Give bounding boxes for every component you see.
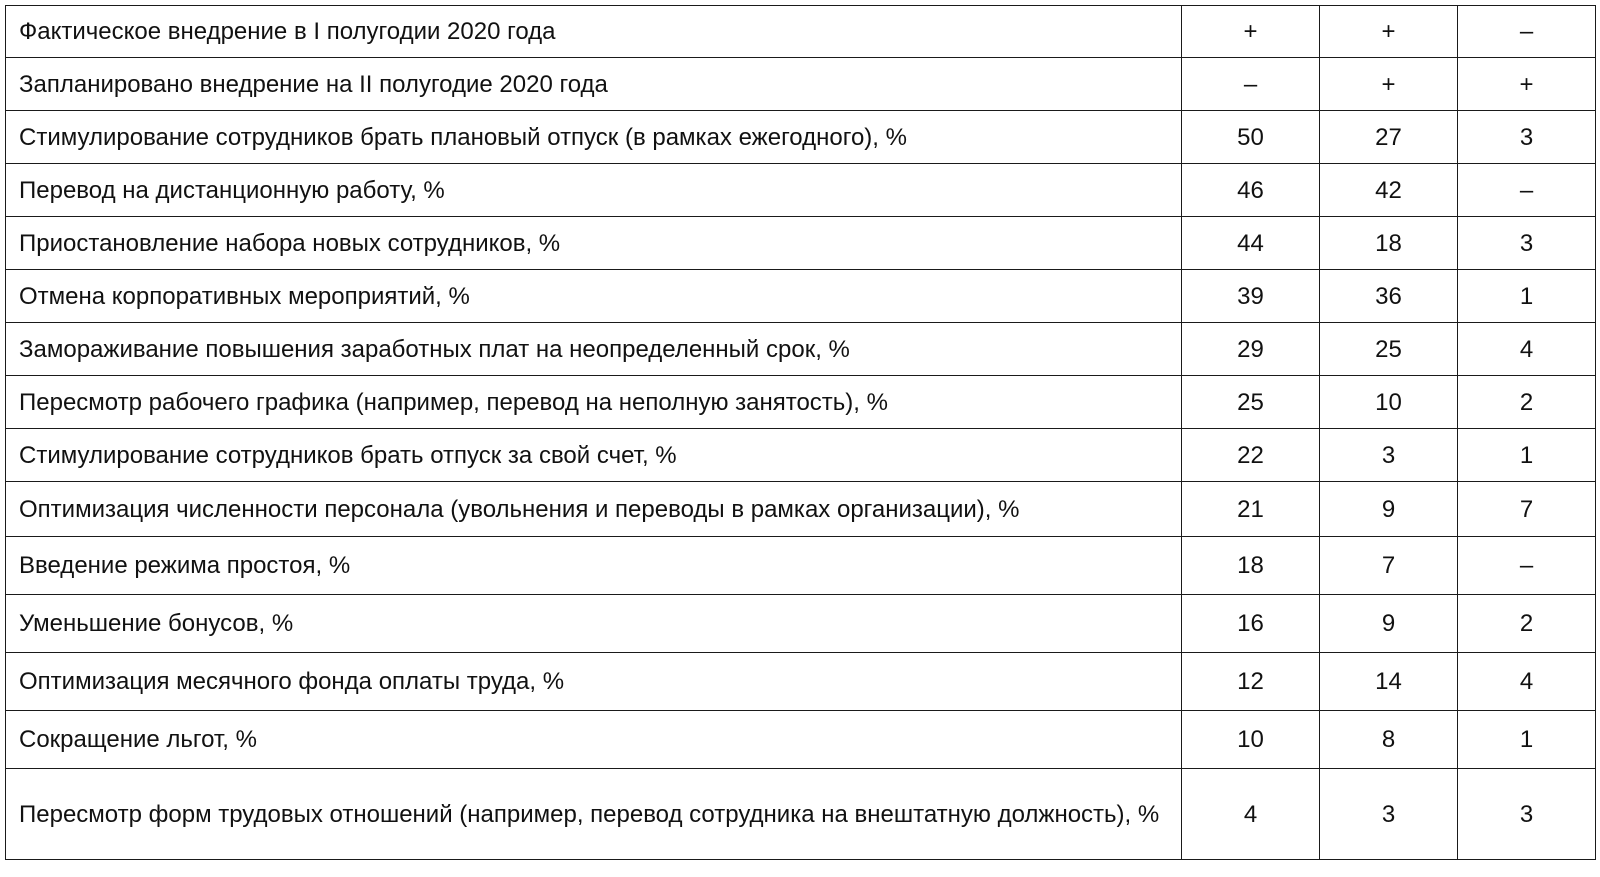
value-cell-1: + — [1182, 6, 1320, 58]
row-label: Пересмотр рабочего графика (например, перевод на неполную занятость), % — [6, 376, 1182, 429]
row-label: Уменьшение бонусов, % — [6, 595, 1182, 653]
row-label: Оптимизация численности персонала (увольнения и переводы в рамках организации), % — [6, 482, 1182, 537]
value-cell-1: 29 — [1182, 323, 1320, 376]
value-cell-3: 1 — [1458, 270, 1596, 323]
value-cell-2: 14 — [1320, 653, 1458, 711]
value-cell-2: 25 — [1320, 323, 1458, 376]
value-cell-3: 3 — [1458, 769, 1596, 860]
table-row — [6, 323, 1596, 376]
value-cell-2: 36 — [1320, 270, 1458, 323]
value-cell-1: 21 — [1182, 482, 1320, 537]
table-body — [6, 6, 1596, 860]
table-row — [6, 711, 1596, 769]
value-cell-2: 3 — [1320, 769, 1458, 860]
table-row — [6, 58, 1596, 111]
value-cell-2: 10 — [1320, 376, 1458, 429]
value-cell-3: + — [1458, 58, 1596, 111]
table-row — [6, 595, 1596, 653]
row-label: Приостановление набора новых сотрудников, % — [6, 217, 1182, 270]
value-cell-3: – — [1458, 164, 1596, 217]
value-cell-1: 22 — [1182, 429, 1320, 482]
value-cell-3: 3 — [1458, 217, 1596, 270]
table-row — [6, 111, 1596, 164]
row-label: Стимулирование сотрудников брать отпуск за свой счет, % — [6, 429, 1182, 482]
value-cell-3: 4 — [1458, 653, 1596, 711]
value-cell-2: 9 — [1320, 595, 1458, 653]
value-cell-1: 16 — [1182, 595, 1320, 653]
value-cell-3: 4 — [1458, 323, 1596, 376]
table-row — [6, 217, 1596, 270]
value-cell-1: 50 — [1182, 111, 1320, 164]
value-cell-1: 12 — [1182, 653, 1320, 711]
value-cell-2: 7 — [1320, 537, 1458, 595]
measures-table — [5, 5, 1596, 860]
value-cell-2: 27 — [1320, 111, 1458, 164]
value-cell-3: 1 — [1458, 711, 1596, 769]
row-label: Перевод на дистанционную работу, % — [6, 164, 1182, 217]
value-cell-1: 4 — [1182, 769, 1320, 860]
value-cell-3: – — [1458, 6, 1596, 58]
table-row — [6, 429, 1596, 482]
value-cell-2: 8 — [1320, 711, 1458, 769]
row-label: Фактическое внедрение в I полугодии 2020 года — [6, 6, 1182, 58]
value-cell-2: + — [1320, 58, 1458, 111]
value-cell-2: 3 — [1320, 429, 1458, 482]
table-row — [6, 769, 1596, 860]
value-cell-2: 18 — [1320, 217, 1458, 270]
row-label: Введение режима простоя, % — [6, 537, 1182, 595]
value-cell-1: 44 — [1182, 217, 1320, 270]
value-cell-2: 9 — [1320, 482, 1458, 537]
value-cell-1: 10 — [1182, 711, 1320, 769]
value-cell-2: + — [1320, 6, 1458, 58]
value-cell-1: 25 — [1182, 376, 1320, 429]
table-row — [6, 537, 1596, 595]
row-label: Оптимизация месячного фонда оплаты труда, % — [6, 653, 1182, 711]
row-label: Пересмотр форм трудовых отношений (например, перевод сотрудника на внештатную должность), % — [6, 769, 1182, 860]
value-cell-1: – — [1182, 58, 1320, 111]
value-cell-3: 1 — [1458, 429, 1596, 482]
value-cell-3: 3 — [1458, 111, 1596, 164]
table-row — [6, 270, 1596, 323]
value-cell-1: 39 — [1182, 270, 1320, 323]
value-cell-1: 18 — [1182, 537, 1320, 595]
row-label: Стимулирование сотрудников брать плановый отпуск (в рамках ежегодного), % — [6, 111, 1182, 164]
table-row — [6, 482, 1596, 537]
table-row — [6, 653, 1596, 711]
row-label: Замораживание повышения заработных плат на неопределенный срок, % — [6, 323, 1182, 376]
table-row — [6, 376, 1596, 429]
value-cell-3: 7 — [1458, 482, 1596, 537]
row-label: Сокращение льгот, % — [6, 711, 1182, 769]
row-label: Запланировано внедрение на II полугодие 2020 года — [6, 58, 1182, 111]
value-cell-3: – — [1458, 537, 1596, 595]
table-row — [6, 6, 1596, 58]
value-cell-2: 42 — [1320, 164, 1458, 217]
value-cell-3: 2 — [1458, 376, 1596, 429]
value-cell-3: 2 — [1458, 595, 1596, 653]
table-row — [6, 164, 1596, 217]
row-label: Отмена корпоративных мероприятий, % — [6, 270, 1182, 323]
value-cell-1: 46 — [1182, 164, 1320, 217]
